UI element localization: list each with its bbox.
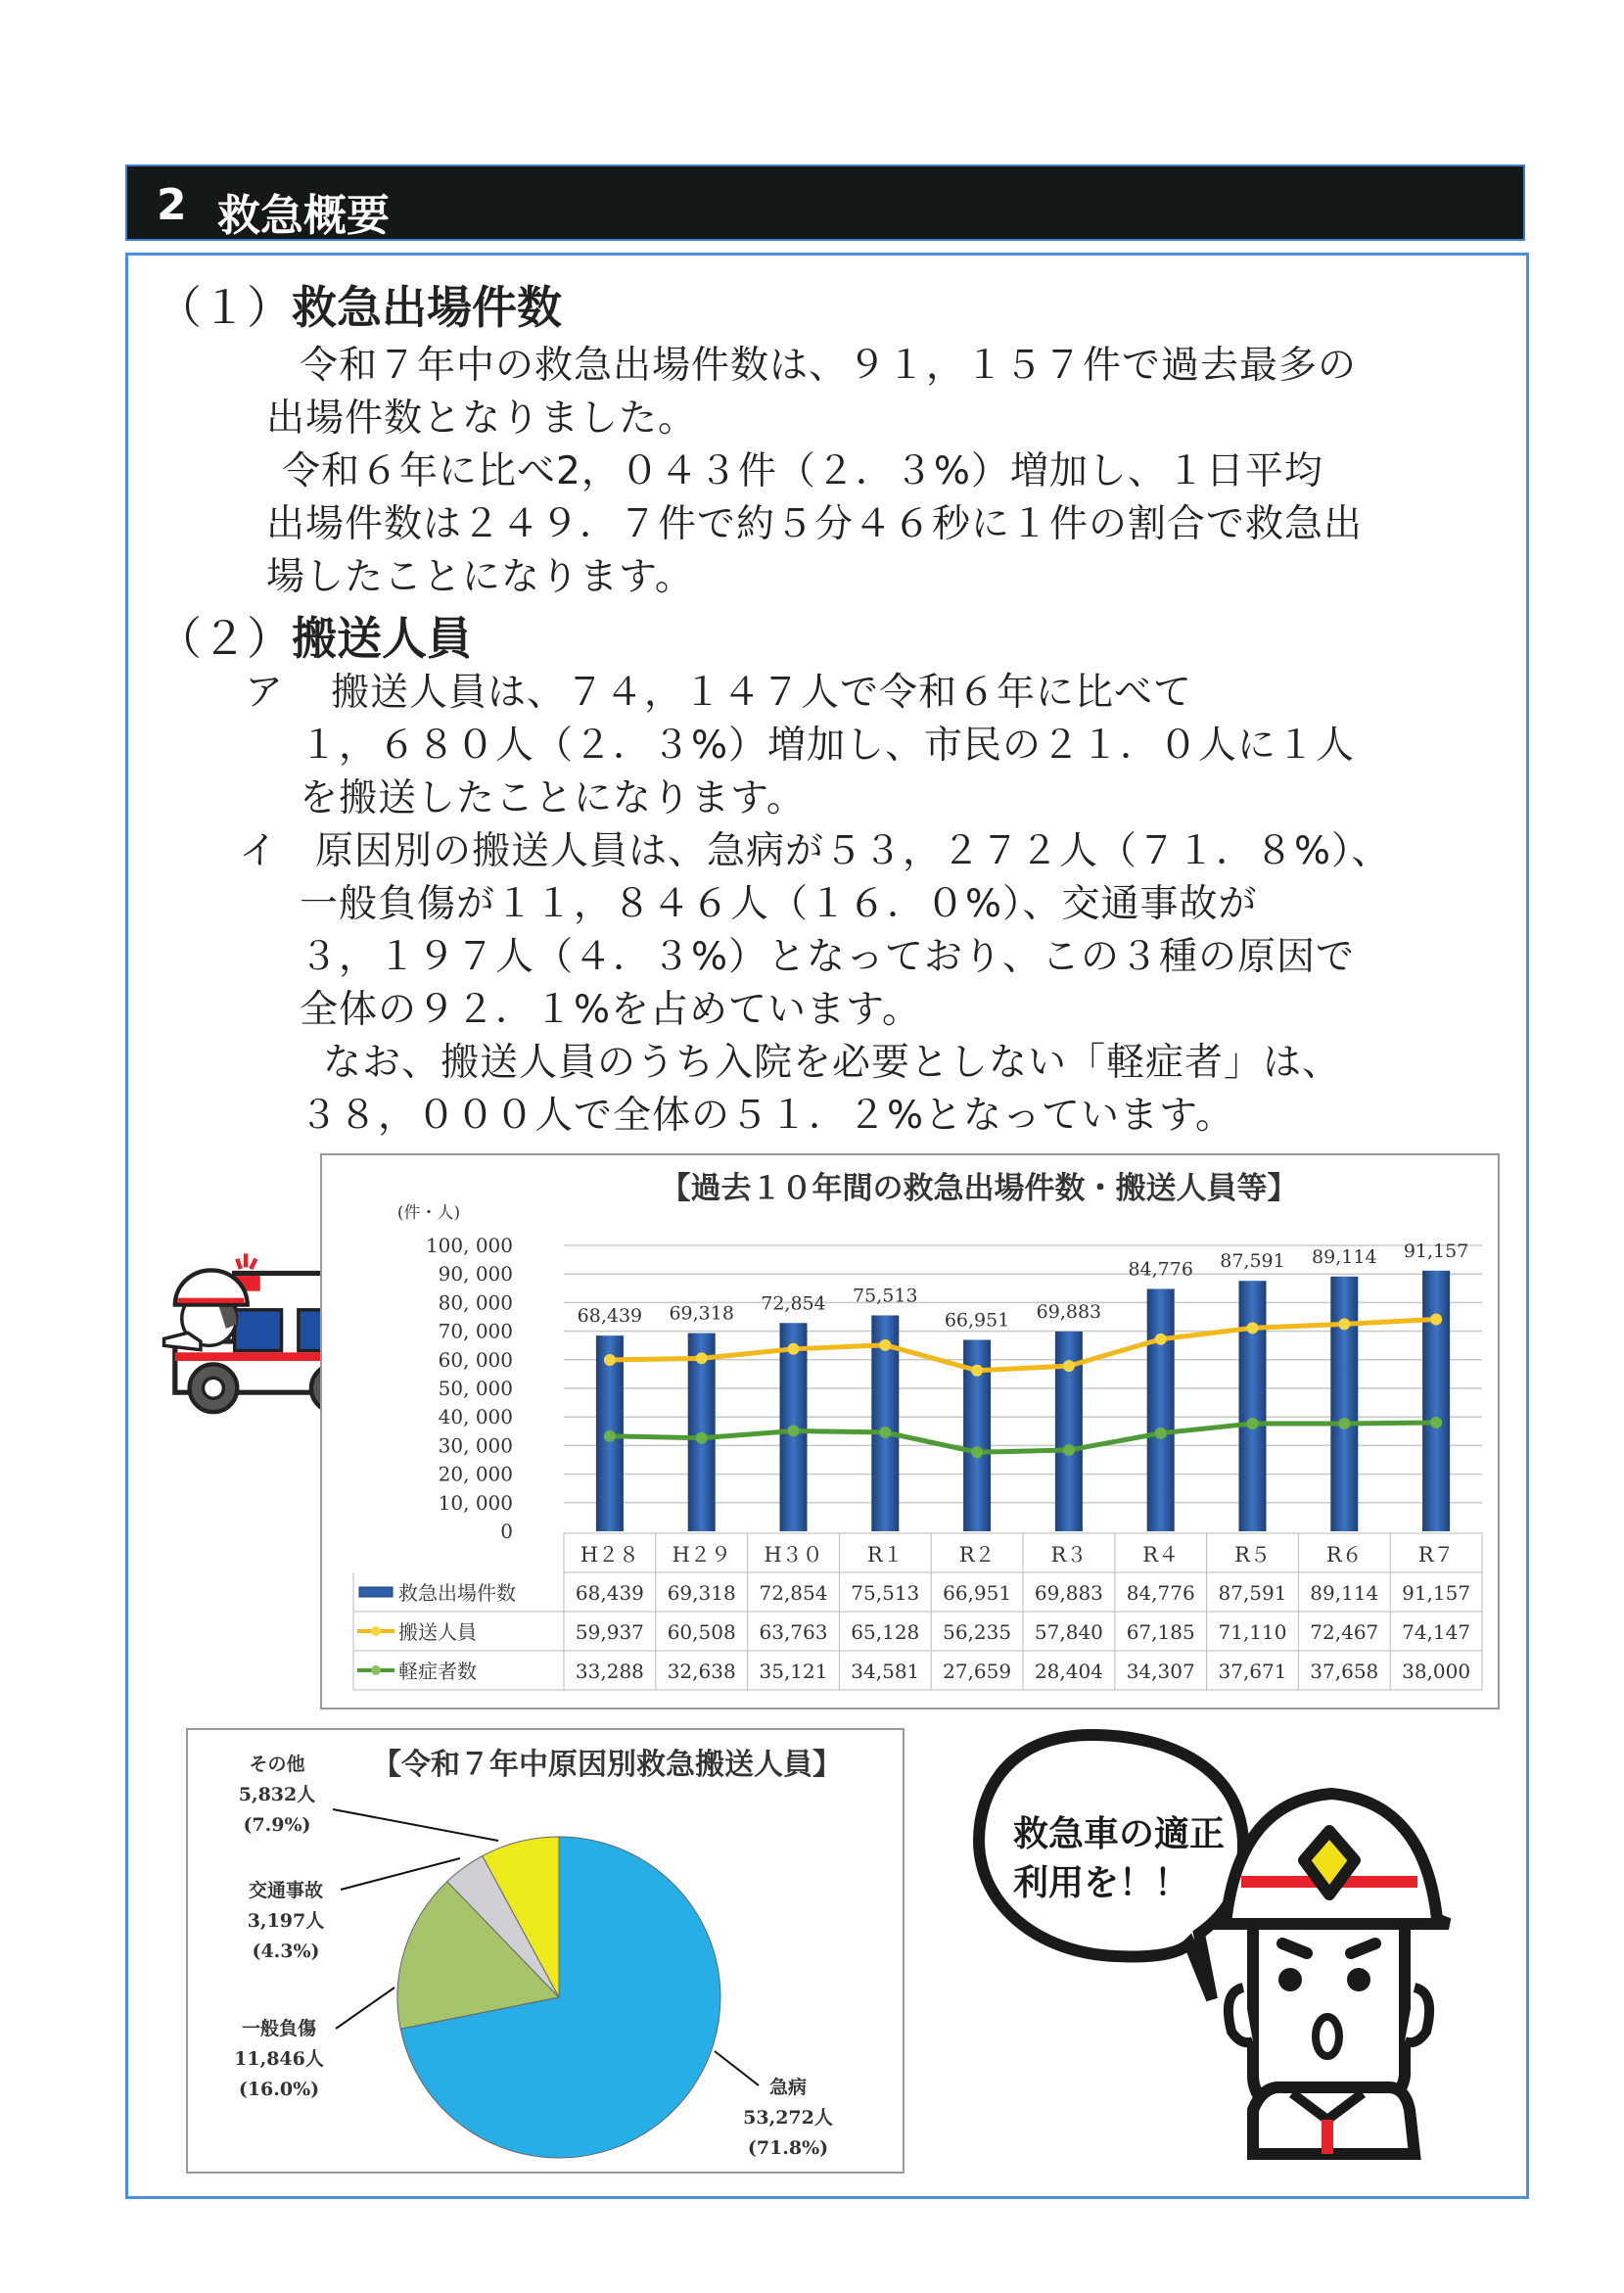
table-cell: 60,508 [667,1620,736,1644]
paragraph-line: 搬送人員は、７４，１４７人で令和６年に比べて [331,671,1193,715]
x-category-label: H３０ [764,1543,823,1567]
x-category-label: R１ [866,1543,904,1567]
table-cell: 91,157 [1402,1581,1471,1605]
y-tick-label: 50, 000 [438,1377,513,1400]
table-cell: 37,671 [1218,1660,1287,1683]
table-cell: 89,114 [1310,1581,1379,1605]
pie-label-value: 53,272人 [743,2107,833,2129]
bubble-line-1: 救急車の適正 [1013,1814,1226,1854]
table-cell: 34,581 [851,1660,920,1683]
bar-data-label: 84,776 [1128,1258,1193,1281]
bar-data-label: 69,318 [669,1302,734,1325]
table-cell: 57,840 [1034,1620,1103,1644]
table-cell: 38,000 [1402,1660,1471,1683]
x-category-label: R３ [1050,1543,1088,1567]
pie-label-percent: (7.9%) [243,1814,311,1836]
table-cell: 71,110 [1218,1620,1287,1644]
table-cell: 69,883 [1034,1581,1103,1605]
table-cell: 65,128 [851,1620,920,1644]
table-cell: 63,763 [759,1620,828,1644]
pie-label-name: 急病 [768,2077,808,2098]
table-cell: 67,185 [1126,1620,1195,1644]
table-cell: 72,467 [1310,1620,1379,1644]
paragraph-line: １，６８０人（２．３%）増加し、市民の２１．０人に１人 [300,724,1356,768]
pie-label-value: 5,832人 [238,1784,316,1805]
item-marker-i: イ [239,829,279,873]
speech-bubble [979,1735,1243,1999]
bar-data-label: 89,114 [1312,1245,1377,1268]
pie-label-value: 3,197人 [247,1910,325,1932]
pie-label-percent: (4.3%) [252,1941,320,1962]
pie-label-name: 一般負傷 [241,2018,317,2039]
bar-data-label: 72,854 [761,1292,826,1315]
heading-number: （１） [157,281,292,334]
y-tick-label: 80, 000 [438,1290,513,1315]
bar-data-label: 68,439 [577,1305,643,1328]
table-cell: 87,591 [1218,1581,1287,1605]
table-cell: 34,307 [1126,1660,1195,1683]
y-tick-label: 40, 000 [438,1405,513,1429]
bar-data-label: 69,883 [1036,1300,1102,1323]
pie-leader-line [336,1988,394,2029]
heading-text: 搬送人員 [292,612,472,665]
table-cell: 37,658 [1310,1660,1379,1683]
table-cell: 69,318 [667,1581,736,1605]
table-cell: 56,235 [943,1620,1012,1644]
paragraph-line: 令和６年に比べ2，０４３件（２．３%）増加し、１日平均 [282,449,1323,493]
heading-text: 救急出場件数 [292,281,562,334]
pie-label-name: 交通事故 [248,1880,324,1901]
table-cell: 75,513 [851,1581,920,1605]
x-category-label: H２８ [580,1543,640,1567]
x-category-label: R６ [1325,1543,1363,1567]
pie-label-value: 11,846人 [234,2048,324,2070]
table-cell: 74,147 [1402,1620,1471,1644]
paragraph-line: なお、搬送人員のうち入院を必要としない「軽症者」は、 [323,1041,1342,1085]
bar-data-label: 66,951 [944,1309,1010,1332]
y-tick-label: 0 [500,1520,513,1543]
table-cell: 35,121 [759,1660,828,1683]
paragraph-line: 原因別の搬送人員は、急病が５３，２７２人（７１．８%）、 [315,829,1391,873]
bar-data-label: 87,591 [1220,1250,1285,1273]
bar-data-label: 91,157 [1403,1240,1469,1262]
paragraph-line: 場したことになります。 [266,555,694,599]
paragraph-line: ３，１９７人（４．３%）となっており、この３種の原因で [300,935,1356,979]
x-category-label: R５ [1234,1543,1271,1567]
pie-leader-line [333,1809,498,1841]
bubble-line-2: 利用を！！ [1013,1863,1190,1903]
firefighter-icon [1214,1794,1449,2154]
legend-label: 軽症者数 [398,1660,477,1683]
y-tick-label: 20, 000 [438,1462,513,1486]
table-cell: 72,854 [759,1581,828,1605]
y-tick-label: 100, 000 [425,1234,513,1257]
paragraph-line: を搬送したことになります。 [300,776,806,820]
x-category-label: H２９ [672,1543,731,1567]
section-title: 救急概要 [217,191,390,241]
pie-label-name: その他 [249,1754,305,1775]
table-cell: 32,638 [667,1660,736,1683]
legend-label: 救急出場件数 [398,1581,516,1605]
paragraph-line: 一般負傷が１１，８４６人（１６．０%）、交通事故が [300,882,1258,926]
table-cell: 66,951 [943,1581,1012,1605]
paragraph-line: ３８，０００人で全体の５１．２%となっています。 [300,1094,1234,1138]
legend-label: 搬送人員 [398,1620,477,1644]
item-marker-a: ア [245,671,285,715]
heading-number: （２） [157,612,292,665]
pie-leader-line [341,1858,460,1890]
table-cell: 27,659 [943,1660,1012,1683]
paragraph-line: 出場件数は２４９．７件で約５分４６秒に１件の割合で救急出 [266,502,1364,546]
table-cell: 59,937 [575,1620,644,1644]
y-axis-unit-label: (件・人) [396,1203,461,1223]
y-tick-label: 30, 000 [438,1433,513,1458]
pie-label-percent: (71.8%) [747,2137,829,2159]
table-cell: 28,404 [1034,1660,1103,1683]
y-tick-label: 70, 000 [438,1319,513,1343]
firefighter-illustration [910,1723,1537,2232]
chart-title: 【過去１０年間の救急出場件数・搬送人員等】 [660,1171,1298,1206]
paragraph-line: 令和７年中の救急出場件数は、９１，１５７件で過去最多の [300,344,1358,388]
x-category-label: R７ [1417,1543,1455,1567]
x-category-label: R４ [1142,1543,1180,1567]
y-tick-label: 10, 000 [438,1490,513,1515]
bar-data-label: 75,513 [853,1285,918,1307]
y-tick-label: 60, 000 [438,1347,513,1372]
table-cell: 84,776 [1126,1581,1195,1605]
table-cell: 33,288 [575,1660,644,1683]
pie-title: 【令和７年中原因別救急搬送人員】 [372,1748,842,1782]
paragraph-line: 全体の９２．１%を占めています。 [300,988,921,1032]
pie-leader-line [715,2051,759,2085]
y-tick-label: 90, 000 [438,1262,513,1287]
table-cell: 68,439 [575,1581,644,1605]
paragraph-line: 出場件数となりました。 [266,397,698,441]
pie-label-percent: (16.0%) [238,2079,320,2100]
section-number: 2 [157,180,187,230]
x-category-label: R２ [958,1543,996,1567]
